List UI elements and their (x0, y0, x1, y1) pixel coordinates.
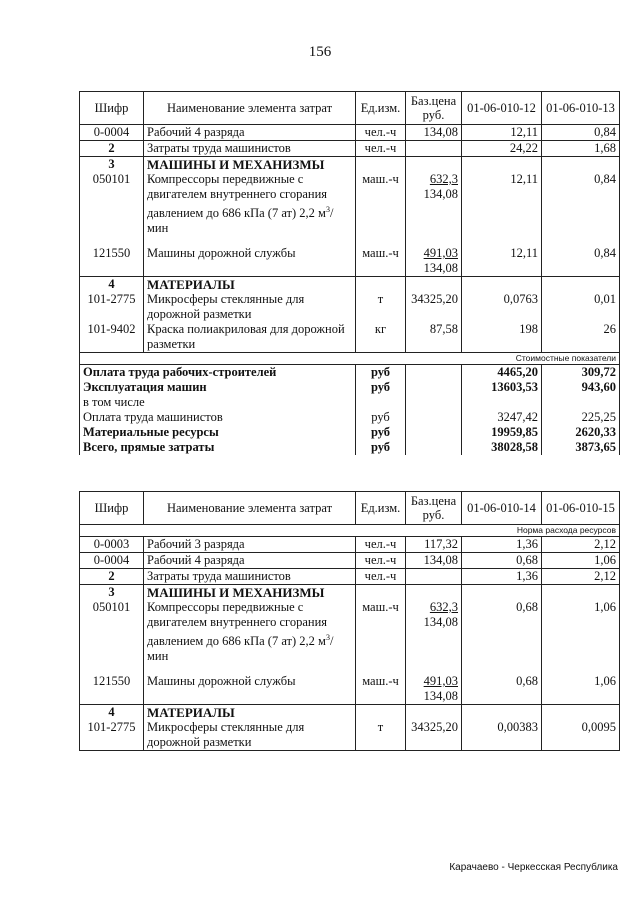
header-col-a: 01-06-010-14 (462, 492, 542, 525)
header-unit: Ед.изм. (356, 492, 406, 525)
table-row: 0-0003 Рабочий 3 разряда чел.-ч 117,32 1,36 2,12 (80, 537, 620, 553)
cost-indicators-label: Стоимостные показатели (80, 353, 620, 365)
table-row: 2 Затраты труда машинистов чел.-ч 24,22 1,68 (80, 141, 620, 157)
header-price: Баз.цена руб. (406, 92, 462, 125)
table-row: 101-9402 Краска полиакриловая для дорожной разметки кг 87,58 198 26 (80, 322, 620, 353)
summary-row: в том числе (80, 395, 620, 410)
table-header-row (80, 92, 620, 125)
header-name: Наименование элемента затрат (144, 492, 356, 525)
header-col-a: 01-06-010-12 (462, 92, 542, 125)
page-number: 156 (308, 44, 332, 60)
section-row: 4 МАТЕРИАЛЫ (80, 277, 620, 293)
summary-row: Материальные ресурсы руб 19959,85 2620,33 (80, 425, 620, 440)
table-row: 2 Затраты труда машинистов чел.-ч 1,36 2,12 (80, 569, 620, 585)
header-name: Наименование элемента затрат (144, 92, 356, 125)
section-row: 3 МАШИНЫ И МЕХАНИЗМЫ (80, 157, 620, 173)
summary-row: Оплата труда рабочих-строителей руб 4465,20 309,72 (80, 365, 620, 381)
table-row: 050101 Компрессоры передвижные с двигателем внутреннего сгорания давлением до 686 кПа (7 ат) 2,2 $м^3$/мин маш.-ч 632,3 134,08 0,68 1,06 (80, 600, 620, 664)
header-col-b: 01-06-010-13 (542, 92, 620, 125)
header-price: Баз.цена руб. (406, 492, 462, 525)
header-col-b: 01-06-010-15 (542, 492, 620, 525)
table-row: 121550 Машины дорожной службы маш.-ч 491,03 134,08 0,68 1,06 (80, 664, 620, 705)
footer-region: Карачаево - Черкесская Республика (449, 862, 618, 873)
table-row: 050101 Компрессоры передвижные с двигателем внутреннего сгорания давлением до 686 кПа (7 ат) 2,2 $м^3$/мин маш.-ч 632,3 134,08 12,11 0,84 (80, 172, 620, 236)
header-code: Шифр (80, 92, 144, 125)
header-code: Шифр (80, 492, 144, 525)
norm-label-row (80, 525, 620, 537)
summary-row-total: Всего, прямые затраты руб 38028,58 3873,65 (80, 440, 620, 455)
summary-row: Эксплуатация машин руб 13603,53 943,60 (80, 380, 620, 395)
summary-row: Оплата труда машинистов руб 3247,42 225,25 (80, 410, 620, 425)
table-row: 101-2775 Микросферы стеклянные для дорожной разметки т 34325,20 0,00383 0,0095 (80, 720, 620, 751)
norm-label: Норма расхода ресурсов (80, 525, 620, 537)
section-row: 3 МАШИНЫ И МЕХАНИЗМЫ (80, 585, 620, 601)
table-header-row (80, 492, 620, 525)
table-row: 0-0004 Рабочий 4 разряда чел.-ч 134,08 12,11 0,84 (80, 125, 620, 141)
cost-label-row (80, 353, 620, 365)
table-row: 121550 Машины дорожной службы маш.-ч 491,03 134,08 12,11 0,84 (80, 236, 620, 277)
table-row: 0-0004 Рабочий 4 разряда чел.-ч 134,08 0,68 1,06 (80, 553, 620, 569)
section-row: 4 МАТЕРИАЛЫ (80, 705, 620, 721)
resource-table-2 (79, 491, 620, 751)
header-unit: Ед.изм. (356, 92, 406, 125)
table-row: 101-2775 Микросферы стеклянные для дорожной разметки т 34325,20 0,0763 0,01 (80, 292, 620, 322)
resource-table-1 (79, 91, 620, 455)
